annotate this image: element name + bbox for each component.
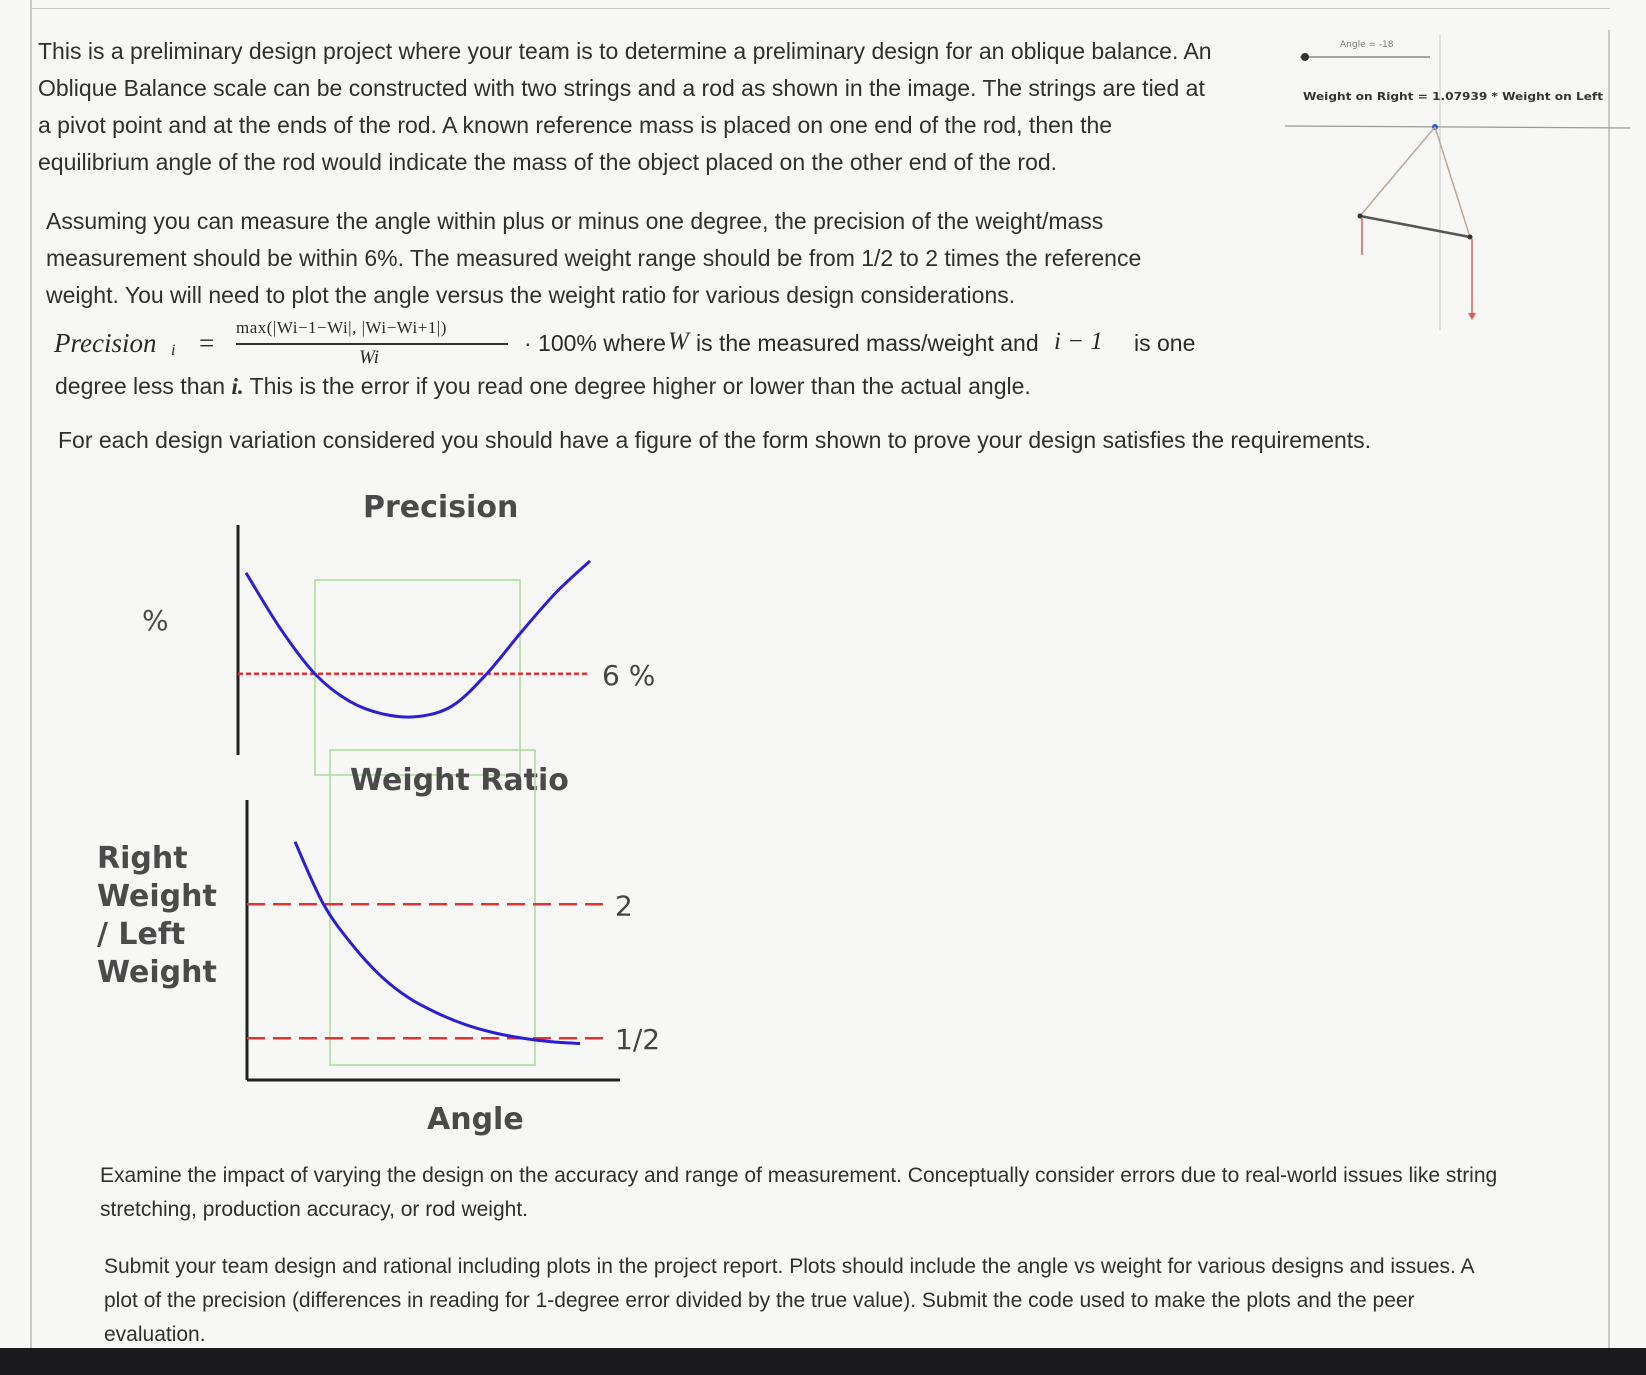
weight-equation: Weight on Right = 1.07939 * Weight on Left bbox=[1303, 90, 1603, 103]
intro-line: a pivot point and at the ends of the rod. A known reference mass is placed on one end of the rod, then the bbox=[38, 112, 1113, 138]
threshold-label: 1/2 bbox=[615, 1023, 661, 1057]
rod-end-right bbox=[1468, 235, 1473, 240]
submit-line: evaluation. bbox=[104, 1323, 206, 1346]
precision-title: Precision bbox=[363, 490, 519, 525]
formula-is-one: is one bbox=[1134, 330, 1196, 356]
submit-line: plot of the precision (differences in reading for 1-degree error divided by the true value). Submit the code used to make the plots and the peer bbox=[104, 1289, 1415, 1312]
weight-ratio-chart bbox=[235, 800, 695, 1100]
intro-line: This is a preliminary design project where your team is to determine a preliminary design for an oblique balance. An bbox=[38, 38, 1212, 64]
data-curve bbox=[246, 561, 590, 717]
left-string bbox=[1360, 127, 1435, 216]
formula-lhs: Precision bbox=[54, 328, 157, 358]
submit-line: Submit your team design and rational including plots in the project report. Plots should include the angle vs weight for various designs and issues. A bbox=[104, 1255, 1475, 1278]
formula-equals: = bbox=[199, 328, 215, 358]
assumption-line: measurement should be within 6%. The measured weight range should be from 1/2 to 2 times the reference bbox=[46, 245, 1142, 271]
threshold-label: 2 bbox=[615, 889, 633, 923]
formula-lhs-sub: i bbox=[171, 342, 176, 359]
impact-line: Examine the impact of varying the design on the accuracy and range of measurement. Conceptually consider errors due to real-world issues like string bbox=[100, 1164, 1498, 1187]
rod-end-left bbox=[1358, 214, 1363, 219]
figure-note-text: For each design variation considered you should have a figure of the form shown to prove your design satisfies the requirements. bbox=[58, 427, 1372, 453]
formula-w: W bbox=[668, 328, 689, 355]
intro-paragraph bbox=[38, 33, 1212, 181]
figure-note bbox=[58, 422, 1371, 459]
acceptance-range-box bbox=[315, 580, 520, 775]
precision-chart bbox=[230, 545, 690, 765]
right-weight-arrowhead bbox=[1468, 313, 1476, 320]
formula-rest: is the measured mass/weight and bbox=[696, 330, 1039, 356]
assumption-line: weight. You will need to plot the angle versus the weight ratio for various design considerations. bbox=[46, 282, 1016, 308]
weight-ratio-ylabel-text: Right Weight / Left Weight bbox=[97, 841, 217, 990]
formula-line-2 bbox=[55, 368, 1031, 405]
data-curve bbox=[295, 842, 580, 1044]
impact-line: stretching, production accuracy, or rod weight. bbox=[100, 1198, 528, 1221]
intro-line: equilibrium angle of the rod would indicate the mass of the object placed on the other end of the rod. bbox=[38, 149, 1058, 175]
top-border bbox=[30, 8, 1610, 9]
assumption-paragraph bbox=[46, 203, 1141, 314]
impact-paragraph bbox=[100, 1159, 1497, 1227]
angle-xlabel: Angle bbox=[427, 1102, 524, 1137]
threshold-label: 6 % bbox=[602, 658, 656, 692]
oblique-balance-diagram bbox=[1285, 30, 1630, 350]
intro-line: Oblique Balance scale can be constructed with two strings and a rod as shown in the image. The strings are tied at bbox=[38, 75, 1205, 101]
weight-ratio-ylabel bbox=[97, 840, 237, 992]
formula-numerator: max(|Wi−1−Wi|, |Wi−Wi+1|) bbox=[236, 318, 447, 337]
fraction-bar bbox=[236, 343, 508, 345]
ceiling-line bbox=[1285, 126, 1630, 128]
assumption-line: Assuming you can measure the angle within plus or minus one degree, the precision of the weight/mass bbox=[46, 208, 1104, 234]
formula-denominator: Wi bbox=[359, 347, 380, 368]
formula-i-minus: i − 1 bbox=[1054, 328, 1103, 355]
left-border bbox=[30, 0, 32, 1348]
formula-line2-i: i. bbox=[231, 374, 244, 399]
formula-times: · 100% where bbox=[524, 330, 666, 356]
formula-line2-b: This is the error if you read one degree higher or lower than the actual angle. bbox=[249, 373, 1031, 399]
balance-rod bbox=[1360, 216, 1470, 237]
submit-paragraph bbox=[104, 1250, 1474, 1352]
angle-readout: Angle = -18 bbox=[1340, 40, 1394, 50]
formula-line2-a: degree less than bbox=[55, 373, 226, 399]
angle-slider-thumb bbox=[1301, 53, 1309, 61]
precision-ylabel: % bbox=[142, 604, 169, 637]
weight-ratio-title: Weight Ratio bbox=[350, 763, 569, 798]
